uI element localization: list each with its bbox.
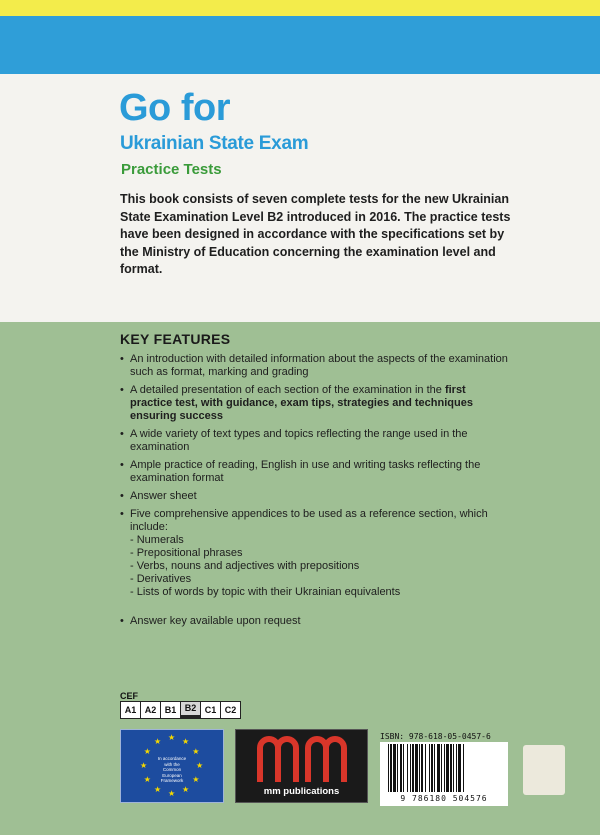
barcode-bar — [415, 744, 418, 792]
appendix-item: - Lists of words by topic with their Ukrainian equivalents — [130, 586, 401, 598]
barcode-bar — [425, 744, 426, 792]
barcode-bar — [419, 744, 420, 792]
eu-badge-line: with the — [164, 761, 180, 767]
eu-badge-text — [121, 756, 223, 784]
eu-badge-line: Common — [162, 767, 182, 772]
top-blue-band — [0, 16, 600, 74]
eu-star-icon: ★ — [143, 747, 151, 756]
cef-level-a1: A1 — [121, 702, 141, 718]
cef-level-b2: B2 — [181, 702, 201, 718]
appendix-item: - Derivatives — [130, 573, 192, 585]
barcode-bar — [441, 744, 442, 792]
eu-star-icon: ★ — [140, 761, 148, 770]
barcode-bar — [450, 744, 452, 792]
cef-level-b1: B1 — [161, 702, 181, 718]
list-item: • Ample practice of reading, English in use and writing tasks reflecting the examination format — [120, 459, 510, 485]
eu-star-icon: ★ — [192, 747, 200, 756]
eu-badge-line: In accordance — [157, 756, 187, 761]
book-title: Go for — [119, 87, 230, 129]
appendix-item: - Numerals — [130, 534, 184, 546]
barcode-bar — [388, 744, 389, 792]
book-subtitle: Ukrainian State Exam — [120, 133, 309, 154]
barcode-bar — [410, 744, 411, 792]
barcode-bar — [453, 744, 454, 792]
eu-star-icon: ★ — [182, 785, 190, 795]
publisher-name: mm publications — [263, 786, 340, 797]
list-item: • Answer key available upon request — [120, 615, 510, 628]
barcode — [380, 742, 508, 806]
barcode-bar — [458, 744, 461, 792]
barcode-bar — [434, 744, 435, 792]
price-sticker — [523, 745, 565, 795]
barcode-bar — [431, 744, 433, 792]
list-item — [120, 508, 510, 599]
list-item: • A wide variety of text types and topics reflecting the range used in the examination — [120, 428, 510, 454]
mm-logo-icon — [256, 736, 348, 784]
eu-star-icon: ★ — [154, 785, 162, 795]
eu-star-icon: ★ — [192, 775, 200, 784]
cef-level-c2: C2 — [224, 705, 237, 715]
list-item: • Answer sheet — [120, 490, 510, 503]
eu-star-icon: ★ — [168, 733, 176, 742]
eu-star-icon: ★ — [196, 761, 204, 770]
publisher-logo — [235, 729, 368, 803]
barcode-bar — [446, 744, 449, 792]
appendix-item: - Prepositional phrases — [130, 547, 243, 559]
list-item: • An introduction with detailed information about the aspects of the examination such as format, marking and grading — [120, 353, 510, 379]
key-features-list — [120, 353, 510, 633]
appendix-item: - Verbs, nouns and adjectives with prepositions — [130, 560, 360, 572]
top-yellow-band — [0, 0, 600, 16]
list-item-emphasis: first practice test, with guidance, exam tips, strategies and techniques ensuring success — [130, 384, 473, 422]
barcode-bar — [412, 744, 414, 792]
list-item — [120, 384, 510, 423]
list-item-text: Five comprehensive appendices to be used as a reference section, which include: — [130, 508, 488, 533]
cef-level-a2: A2 — [141, 702, 161, 718]
barcode-bar — [429, 744, 430, 792]
barcode-bar — [407, 744, 408, 792]
barcode-bar — [444, 744, 445, 792]
eu-badge-line: Framework — [160, 778, 184, 783]
barcode-bar — [421, 744, 423, 792]
eu-star-icon: ★ — [154, 736, 162, 746]
barcode-bar — [456, 744, 457, 792]
cef-eu-badge — [120, 729, 224, 803]
barcode-bar — [463, 744, 464, 792]
book-series-label: Practice Tests — [121, 161, 222, 178]
barcode-digits: 9 786180 504576 — [400, 794, 488, 803]
barcode-bar — [437, 744, 440, 792]
barcode-bar — [390, 744, 392, 792]
barcode-bar — [397, 744, 398, 792]
cef-level-c1: C1 — [201, 702, 221, 718]
key-features-heading: KEY FEATURES — [120, 331, 231, 347]
eu-star-icon: ★ — [182, 736, 190, 746]
eu-star-icon: ★ — [143, 775, 151, 784]
barcode-bar — [403, 744, 404, 792]
intro-paragraph: This book consists of seven complete tests for the new Ukrainian State Examination Level B2 introduced in 2016. The practice tests have been designed in accordance with the specifications set by the Ministry of Education concerning the examination level and format. — [120, 192, 511, 276]
barcode-icon — [380, 742, 508, 794]
barcode-bar — [393, 744, 396, 792]
cef-level-scale — [120, 701, 241, 719]
barcode-bar — [400, 744, 402, 792]
list-item-text: A detailed presentation of each section of the examination in the — [130, 384, 445, 396]
eu-star-icon: ★ — [168, 789, 176, 798]
cef-label: CEF — [120, 691, 138, 701]
isbn-label: ISBN: 978-618-05-0457-6 — [380, 732, 491, 741]
appendix-list — [130, 534, 510, 599]
eu-badge-line: European — [162, 772, 182, 778]
